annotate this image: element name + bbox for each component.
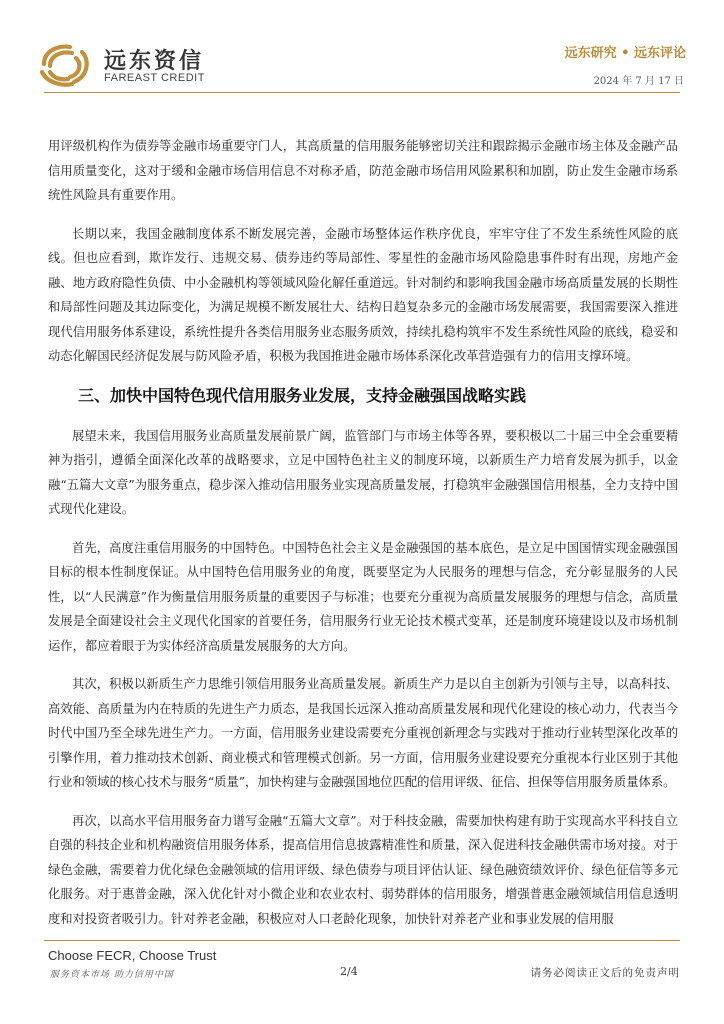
series-title: 远东研究 • 远东评论	[564, 46, 686, 61]
disclaimer-note: 请务必阅读正文后的免责声明	[530, 967, 680, 979]
paragraph-3: 展望未来，我国信用服务业高质量发展前景广阔，监管部门与市场主体等各界，要积极以二十届三中全会重要精神为指引，遵循全面深化改革的战略要求，立足中国特色社主义的制度环境，以新质生产力培育发展为抓手，以金融“五篇大文章”为服务重点，稳步深入推动信用服务业实现高质量发展，打稳筑牢金融强国信用根基，全力支持中国式现代化建设。	[48, 428, 678, 516]
brand-name-cn: 远东资信	[104, 49, 205, 74]
brand-name-en: FAREAST CREDIT	[104, 72, 205, 84]
company-logo	[38, 42, 218, 92]
paragraph-1: 用评级机构作为债券等金融市场重要守门人，其高质量的信用服务能够密切关注和跟踪揭示金融市场主体及金融产品信用质量变化，这对于缓和金融市场信用信息不对称矛盾，防范金融市场信用风险累积和加剧，防止发生金融市场系统性风险具有重要作用。	[48, 139, 678, 202]
paragraph-4: 首先，高度注重信用服务的中国特色。中国特色社会主义是金融强国的基本底色，是立足中国国情实现金融强国目标的根本性制度保证。从中国特色信用服务业的角度，既要坚定为人民服务的理想与信念，充分彰显服务的人民性，以“人民满意”作为衡量信用服务质量的重要因子与标准；也要充分重视为高质量发展服务的理想与信念，高质量发展是全面建设社会主义现代化国家的首要任务，信用服务行业无论技术模式变革，还是制度环境建设以及市场机制运作，都应着眼于为实体经济高质量发展服务的大方向。	[48, 540, 678, 653]
paragraph-2: 长期以来，我国金融制度体系不断发展完善，金融市场整体运作秩序优良，牢牢守住了不发生系统性风险的底线。但也应看到，欺诈发行、违规交易、债券违约等局部性、零星性的金融市场风险隐患事件时有出现，房地产金融、地方政府隐性负债、中小金融机构等领域风险化解任重道远。针对制约和影响我国金融市场高质量发展的长期性和局部性问题及其边际变化，为满足规模不断发展壮大、结构日趋复杂多元的金融市场发展需要，我国需要深入推进现代信用服务体系建设，系统性提升各类信用服务业态服务质效，持续扎稳构筑牢不发生系统性风险的底线，稳妥和动态化解国民经济促发展与防风险矛盾，积极为我国推进金融市场体系深化改革营造强有力的信用支撑环境。	[48, 226, 678, 363]
document-body	[48, 134, 678, 945]
page-header	[0, 0, 724, 100]
footer-divider	[44, 940, 680, 941]
section-heading: 三、加快中国特色现代信用服务业发展，支持金融强国战略实践	[78, 385, 527, 405]
paragraph-5: 其次，积极以新质生产力思维引领信用服务业高质量发展。新质生产力是以自主创新为引领与主导，以高科技、高效能、高质量为内在特质的先进生产力质态，是我国长远深入推动高质量发展和现代化建设的核心动力，代表当今时代中国乃至全球先进生产力。一方面，信用服务业建设需要充分重视创新理念与实践对于推动行业转型深化改革的引擎作用，着力推动技术创新、商业模式和管理模式创新。另一方面，信用服务业建设要充分重视本行业区别于其他行业和领域的核心技术与服务“质量”，加快构建与金融强国地位匹配的信用评级、征信、担保等信用服务质量体系。	[48, 677, 678, 789]
paragraph-6: 再次，以高水平信用服务奋力谱写金融“五篇大文章”。对于科技金融，需要加快构建有助于实现高水平科技自立自强的科技企业和机构融资信用服务体系，提高信用信息披露精准性和质量，深入促进科技金融供需市场对接。对于绿色金融，需要着力优化绿色金融领域的信用评级、绿色债券与项目评估认证、绿色融资绩效评价、绿色征信等多元化服务。对于惠普金融，深入优化针对小微企业和农业农村、弱势群体的信用服务，增强普惠金融领域信用信息透明度和对投资者吸引力。针对养老金融，积极应对人口老龄化现象，加快针对养老产业和事业发展的信用服	[48, 813, 678, 926]
page-number: 2/4	[340, 965, 358, 978]
header-divider	[44, 92, 680, 93]
report-date: 2024 年 7 月 17 日	[593, 76, 684, 87]
slogan-en: Choose FECR, Choose Trust	[48, 948, 217, 963]
fareast-credit-logo-icon	[38, 42, 94, 88]
slogan-cn: 服务资本市场 助力信用中国	[50, 970, 174, 980]
page-footer	[0, 940, 724, 1024]
